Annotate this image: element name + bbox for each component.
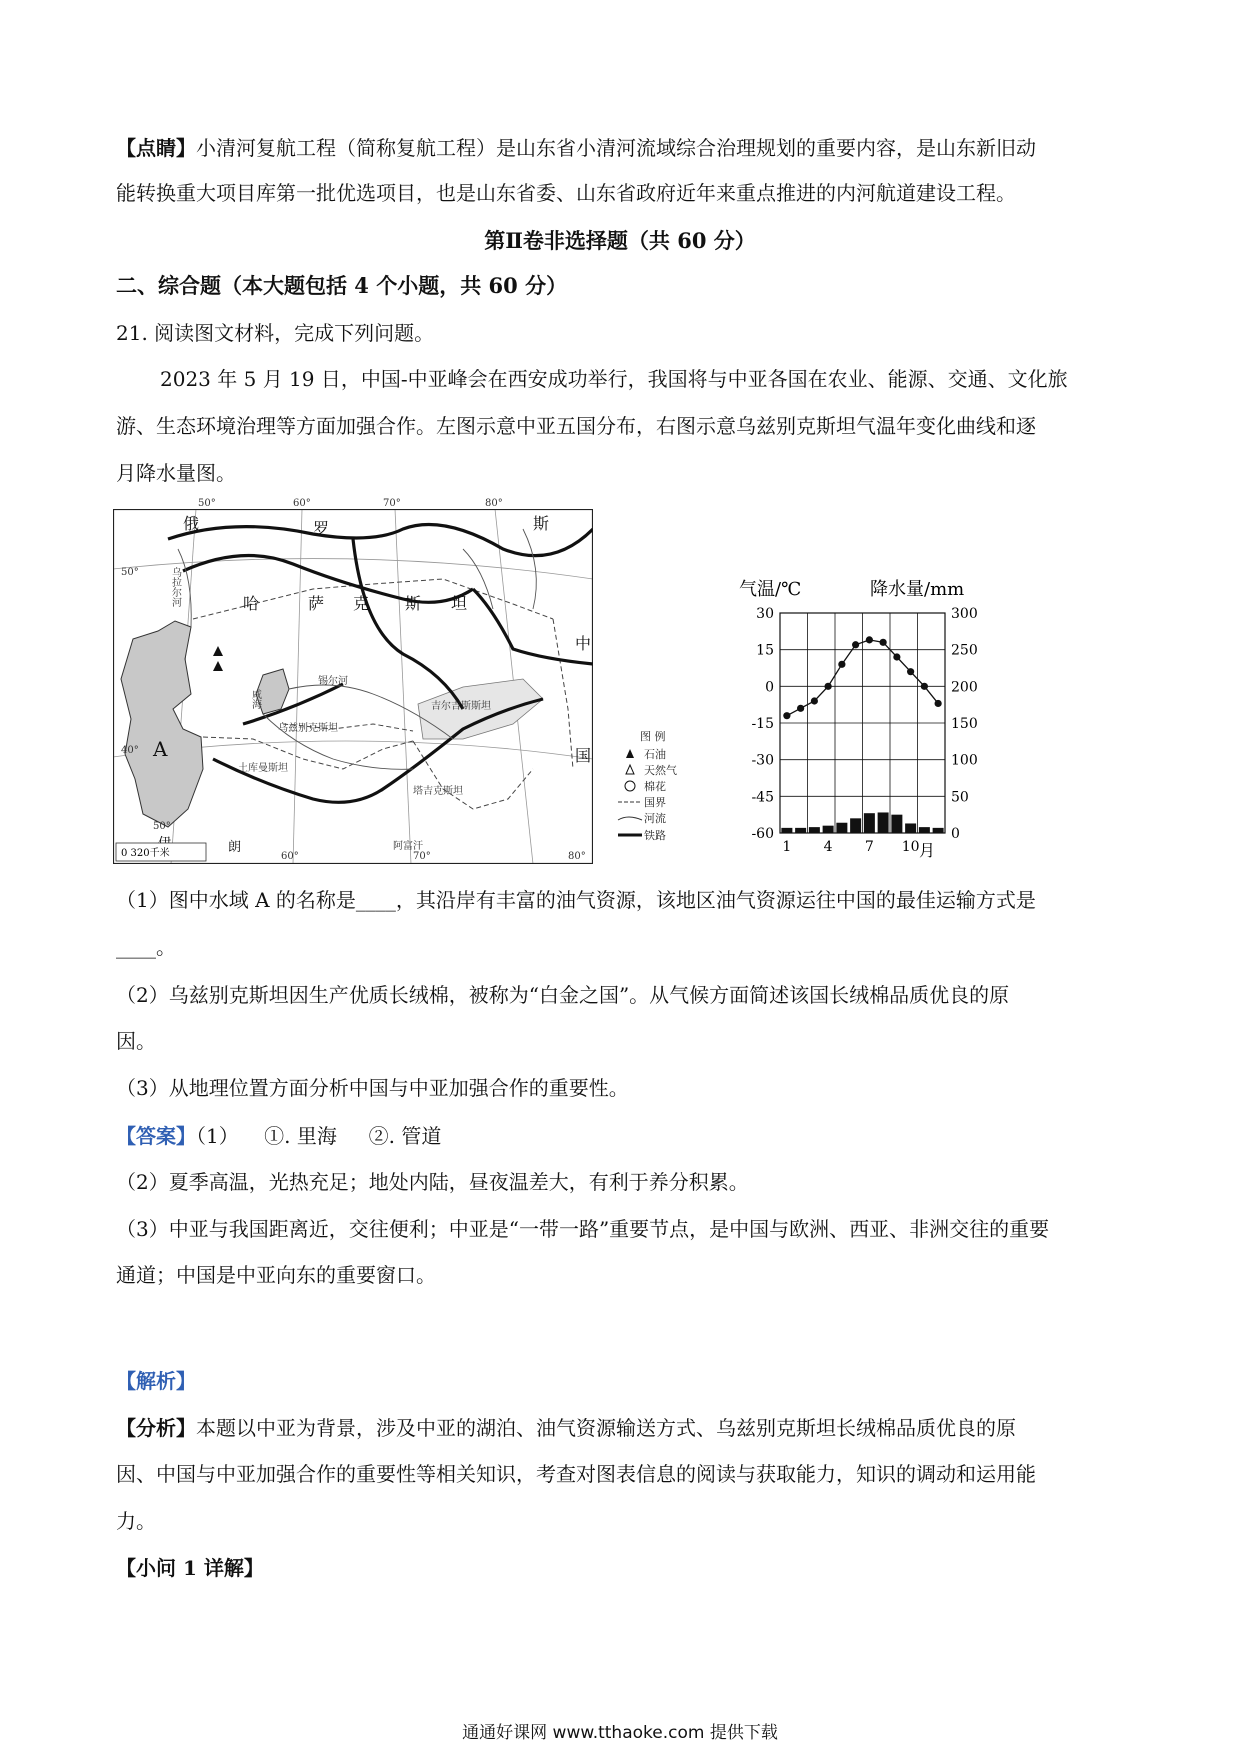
- dianjing-text1: 小清河复航工程（简称复航工程）是山东省小清河流域综合治理规划的重要内容，是山东新旧动: [196, 136, 1036, 160]
- label-lat40: 40°: [121, 745, 139, 756]
- label-russia-2: 罗: [313, 519, 330, 538]
- precip-bar: [781, 828, 792, 833]
- label-afghan: 阿富汗: [393, 841, 423, 852]
- month-tick-label: 4: [823, 839, 833, 855]
- label-aral: 咸海: [249, 689, 261, 709]
- temp-tick-label: 0: [765, 679, 774, 696]
- fenxi-line1: [116, 1413, 1016, 1443]
- legend-river: 河流: [644, 812, 666, 825]
- sub-question-1-line1: （1）图中水域 A 的名称是____，其沿岸有丰富的油气资源，该地区油气资源运往中国的最佳运输方式是: [116, 888, 1036, 912]
- label-ural: 乌拉尔河: [169, 567, 181, 607]
- dianjing-line1: [116, 133, 1036, 163]
- temperature-point: [893, 653, 900, 660]
- answer-line1: [116, 1121, 441, 1151]
- label-tajik: 塔吉克斯坦: [413, 786, 463, 797]
- jiexi-tag: 【解析】: [116, 1369, 196, 1393]
- temp-tick-label: -60: [751, 826, 774, 842]
- precip-bar: [864, 813, 875, 833]
- x-unit-label: 月: [919, 841, 936, 860]
- cotton-icon: [625, 781, 635, 791]
- legend-border: 国界: [644, 796, 666, 809]
- precip-bar: [850, 818, 861, 833]
- answer-tag: 【答案】: [116, 1124, 196, 1148]
- answer-3-line2: 通道；中国是中亚向东的重要窗口。: [116, 1263, 436, 1287]
- oil-icon: [626, 749, 634, 758]
- section-title: 第Ⅱ卷非选择题（共 60 分）: [484, 228, 756, 253]
- sub-question-2-line2: 因。: [116, 1029, 156, 1053]
- precip-tick-label: 50: [951, 789, 969, 806]
- precip-bar: [891, 815, 902, 833]
- precip-bar: [919, 827, 930, 833]
- label-lake-a: A: [153, 737, 168, 761]
- label-lon60: 60°: [293, 498, 311, 509]
- temp-tick-label: -30: [751, 752, 774, 769]
- fenxi-line3: 力。: [116, 1509, 156, 1533]
- precip-bar: [809, 827, 820, 833]
- sub-question-2-line1: （2）乌兹别克斯坦因生产优质长绒棉，被称为“白金之国”。从气候方面简述该国长绒棉品质优良的原: [116, 983, 1010, 1007]
- label-bot70: 70°: [413, 851, 431, 862]
- right-axis-label: 降水量/mm: [870, 579, 965, 600]
- temperature-point: [935, 700, 942, 707]
- label-bot60: 60°: [281, 851, 299, 862]
- temperature-point: [866, 636, 873, 643]
- temp-tick-label: 15: [756, 642, 774, 659]
- label-lon70: 70°: [383, 498, 401, 509]
- legend-rail: 铁路: [644, 829, 666, 842]
- legend-oil: 石油: [644, 748, 666, 761]
- dianjing-line2: 能转换重大项目库第一批优选项目，也是山东省委、山东省政府近年来重点推进的内河航道建设工程。: [116, 181, 1016, 205]
- temperature-point: [907, 668, 914, 675]
- label-kaz-2: 萨: [308, 594, 325, 613]
- precip-bar: [836, 823, 847, 833]
- aral-sea-shape: [256, 669, 289, 714]
- material-line2: 游、生态环境治理等方面加强合作。左图示意中亚五国分布，右图示意乌兹别克斯坦气温年变化曲线和逐: [116, 414, 1036, 438]
- precip-tick-label: 200: [951, 679, 978, 696]
- label-bot50: 50°: [153, 821, 171, 832]
- fenxi-text1: 本题以中亚为背景，涉及中亚的湖泊、油气资源输送方式、乌兹别克斯坦长绒棉品质优良的原: [196, 1416, 1016, 1440]
- material-line3: 月降水量图。: [116, 461, 236, 485]
- legend-cotton: 棉花: [644, 780, 666, 793]
- temperature-point: [825, 683, 832, 690]
- sub-question-1-line2: ____。: [116, 935, 176, 959]
- temperature-point: [880, 639, 887, 646]
- answer-3-line1: （3）中亚与我国距离近，交往便利；中亚是“一带一路”重要节点，是中国与欧洲、西亚、非洲交往的重要: [116, 1217, 1050, 1241]
- temperature-point: [852, 641, 859, 648]
- legend-title: 图 例: [640, 730, 666, 743]
- precip-bar: [933, 828, 944, 833]
- label-china-2: 国: [575, 746, 592, 765]
- river-icon: [618, 817, 642, 820]
- answer-2: （2）夏季高温，光热充足；地处内陆，昼夜温差大，有利于养分积累。: [116, 1170, 749, 1194]
- label-kaz-1: 哈: [243, 594, 260, 613]
- oil-icon: [213, 661, 223, 671]
- central-asia-map: [113, 509, 593, 864]
- fenxi-tag: 【分析】: [116, 1416, 196, 1440]
- label-russia-3: 斯: [533, 514, 550, 533]
- label-kaz-4: 斯: [405, 594, 422, 613]
- precip-bar: [795, 828, 806, 833]
- month-tick-label: 10: [901, 839, 920, 855]
- climate-chart: [735, 575, 990, 865]
- question-21-intro: 21. 阅读图文材料，完成下列问题。: [116, 321, 435, 345]
- precip-tick-label: 250: [951, 642, 978, 659]
- oil-icon: [213, 646, 223, 656]
- map-legend: [612, 728, 712, 868]
- dianjing-tag: 【点睛】: [116, 136, 196, 160]
- part-title: 二、综合题（本大题包括 4 个小题，共 60 分）: [116, 273, 568, 298]
- page-footer: 通通好课网 www.tthaoke.com 提供下载: [462, 1723, 778, 1743]
- label-kaz-3: 克: [353, 594, 370, 613]
- label-kyrgyz: 吉尔吉斯斯坦: [431, 701, 491, 712]
- temperature-point: [811, 697, 818, 704]
- temperature-point: [921, 683, 928, 690]
- material-line1: 2023 年 5 月 19 日，中国-中亚峰会在西安成功举行，我国将与中亚各国在农业、能源、交通、文化旅: [160, 367, 1068, 391]
- label-uzbek: 乌兹别克斯坦: [278, 723, 338, 734]
- label-lat50: 50°: [121, 567, 139, 578]
- temperature-point: [838, 661, 845, 668]
- precip-tick-label: 0: [951, 826, 960, 842]
- precip-bar: [905, 823, 916, 833]
- temp-tick-label: -45: [751, 789, 774, 806]
- label-lon80: 80°: [485, 498, 503, 509]
- precip-bar: [823, 826, 834, 833]
- precip-tick-label: 300: [951, 606, 978, 622]
- precip-tick-label: 100: [951, 752, 978, 769]
- label-syr: 锡尔河: [318, 676, 348, 687]
- temperature-point: [797, 705, 804, 712]
- label-china-1: 中: [575, 634, 592, 653]
- legend-gas: 天然气: [644, 764, 677, 777]
- temp-tick-label: 30: [756, 606, 774, 622]
- label-russia-1: 俄: [183, 514, 200, 533]
- label-lon50: 50°: [198, 498, 216, 509]
- scale-bar: 0 320千米: [121, 848, 170, 859]
- answer-1: （1） ①. 里海 ②. 管道: [196, 1124, 442, 1148]
- label-kaz-5: 坦: [451, 594, 468, 613]
- month-tick-label: 7: [864, 839, 874, 855]
- temp-tick-label: -15: [751, 716, 774, 732]
- label-turkmen: 土库曼斯坦: [238, 763, 288, 774]
- label-iran-2: 朗: [228, 840, 242, 855]
- precip-tick-label: 150: [951, 716, 978, 732]
- xiaowen-1-heading: 【小问 1 详解】: [116, 1556, 264, 1580]
- fenxi-line2: 因、中国与中亚加强合作的重要性等相关知识，考查对图表信息的阅读与获取能力，知识的调动和运用能: [116, 1462, 1036, 1486]
- month-tick-label: 1: [782, 839, 792, 855]
- gas-icon: [626, 765, 634, 774]
- left-axis-label: 气温/℃: [739, 579, 802, 600]
- map-top-longitudes: [113, 494, 593, 510]
- precip-bar: [878, 812, 889, 833]
- sub-question-3: （3）从地理位置方面分析中国与中亚加强合作的重要性。: [116, 1076, 629, 1100]
- label-bot80: 80°: [568, 851, 586, 862]
- caspian-sea-shape: [121, 621, 203, 827]
- temperature-point: [783, 712, 790, 719]
